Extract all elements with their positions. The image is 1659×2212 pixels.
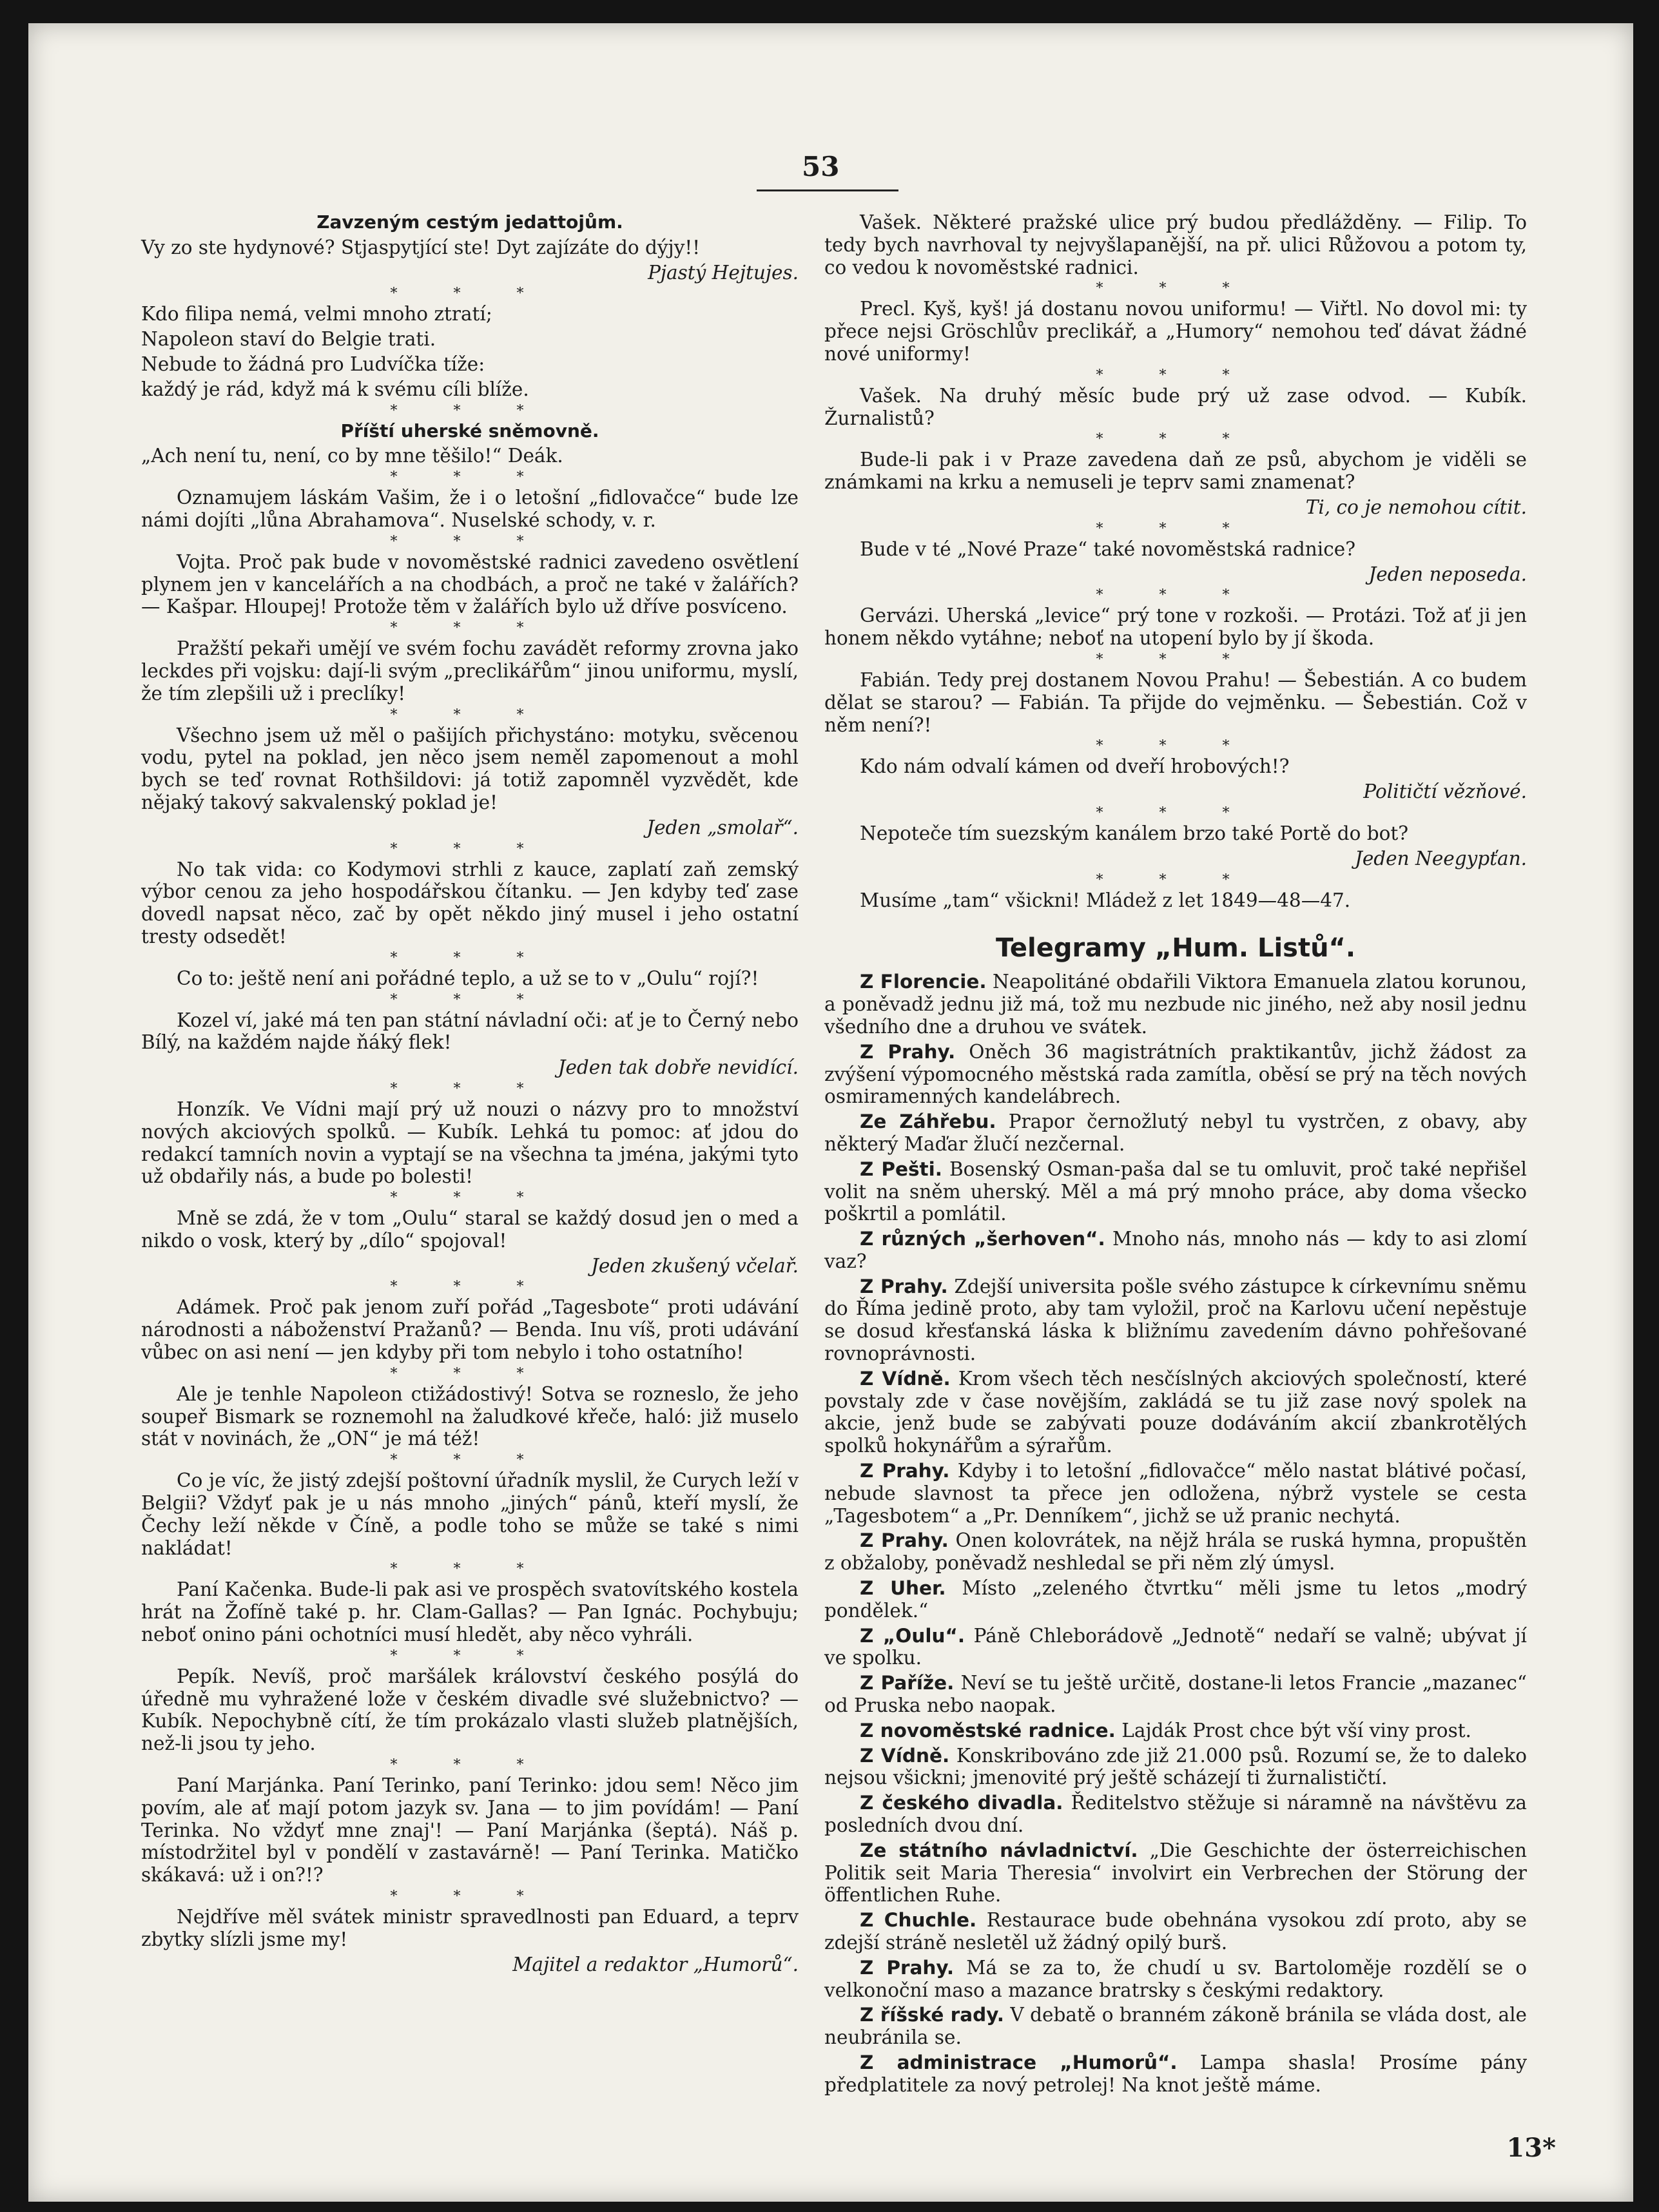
- asterism-divider: * * *: [390, 1757, 550, 1774]
- signature-mark: 13*: [1506, 2133, 1556, 2163]
- telegram-item: [824, 1672, 1527, 1717]
- text-paragraph: „Ach není tu, není, co by mne těšilo!“ Deák.: [141, 445, 563, 467]
- telegram-text: Zdejší universita pošle svého zástupce k církevnímu sněmu do Říma jedině proto, aby tam vyložil, proč na Karlovu učení nepěstuje se dosud křesťanská láska k bližnímu zavedením dávno pohřešované rovnoprávnosti.: [824, 1275, 1527, 1365]
- telegram-dateline: Z Uher.: [860, 1577, 946, 1600]
- text-paragraph: Všechno jsem už měl o pašijích přichystáno: motyku, svěcenou vodu, pytel na poklad, jen něco jsem neměl zapomenout a mohl bych se teď rovnat Rothšildovi: já totiž zapomněl vyzvědět, kde nějaký takový sakvalenský poklad je!: [141, 724, 799, 813]
- asterism-divider: * * *: [390, 1080, 550, 1097]
- telegram-text: V debatě o branném zákoně bránila se vláda dost, ale neubránila se.: [824, 2004, 1528, 2049]
- text-paragraph: Honzík. Ve Vídni mají prý už nouzi o názvy pro to množství nových akciových spolků. — Kubík. Lehká tu pomoc: ať jdou do redakcí tamních novin a vyptají se na všechna ta jména, jakými tyto už obdařily nás, a bude po bolesti!: [141, 1098, 799, 1188]
- telegram-item: [824, 1839, 1527, 1906]
- telegram-item: [824, 1111, 1527, 1156]
- asterism-divider: * * *: [390, 840, 550, 857]
- telegram-text: Místo „zeleného čtvrtku“ měli jsme tu letos „modrý pondělek.“: [824, 1577, 1527, 1622]
- telegram-dateline: Z Paříže.: [860, 1672, 955, 1694]
- text-paragraph: Oznamujem láskám Vašim, že i o letošní „fidlovačce“ bude lze námi dojíti „lůna Abrahamova“. Nuselské schody, v. r.: [141, 487, 799, 531]
- telegram-dateline: Z Prahy.: [860, 1956, 955, 1979]
- telegram-dateline: Z Florencie.: [860, 971, 987, 993]
- telegram-dateline: Ze státního návladnictví.: [860, 1839, 1138, 1861]
- telegram-text: Restaurace bude obehnána vysokou zdí proto, aby se zdejší stráně nesletěl už žádný opilý burš.: [824, 1909, 1527, 1954]
- text-paragraph: Co to: ještě není ani pořádné teplo, a už se to v „Oulu“ rojí?!: [177, 967, 759, 989]
- telegram-dateline: Z říšské rady.: [860, 2004, 1004, 2026]
- asterism-divider: * * *: [390, 1647, 550, 1664]
- section-heading: Zavzeným cestým jedattojům.: [316, 211, 623, 233]
- telegram-dateline: Z Vídně.: [860, 1367, 951, 1390]
- text-paragraph: Gervázi. Uherská „levice“ prý tone v rozkoši. — Protázi. Tož ať ji jen honem někdo vytáhne; neboť na utopení bylo by jí škoda.: [824, 605, 1527, 650]
- telegram-dateline: Ze Záhřebu.: [860, 1111, 996, 1133]
- telegram-item: [824, 1460, 1527, 1527]
- telegram-dateline: Z Pešti.: [860, 1158, 942, 1180]
- asterism-divider: * * *: [390, 402, 550, 419]
- asterism-divider: * * *: [390, 991, 550, 1008]
- text-paragraph: Mně se zdá, že v tom „Oulu“ staral se každý dosud jen o med a nikdo o vosk, který by „dílo“ spojoval!: [141, 1207, 799, 1252]
- text-paragraph: Musíme „tam“ všickni! Mládež z let 1849—48—47.: [860, 889, 1351, 911]
- text-paragraph: Bude-li pak i v Praze zavedena daň ze psů, abychom je viděli se známkami na krku a nemuseli je teprv sami znamenat?: [824, 449, 1527, 494]
- page-number-rule: [757, 189, 898, 191]
- telegram-text: Ředitelstvo stěžuje si náramně na návštěvu za posledních dvou dní.: [824, 1792, 1527, 1837]
- telegram-dateline: Z novoměstské radnice.: [860, 1719, 1116, 1741]
- telegram-item: [824, 1909, 1527, 1954]
- left-column: [141, 211, 799, 1978]
- asterism-divider: * * *: [1096, 804, 1256, 821]
- telegram-text: „Die Geschichte der österreichischen Politik seit Maria Theresia“ involvirt ein Verbrechen der Störung der öffentlichen Ruhe.: [824, 1839, 1527, 1906]
- text-paragraph: Kdo nám odvalí kámen od dveří hrobových!?: [860, 755, 1290, 778]
- telegram-text: Páně Chleborádově „Jednotě“ nedaří se valně; ubývat jí ve spolku.: [824, 1624, 1527, 1669]
- telegram-text: Konskribováno zde již 21.000 psů. Rozumí se, že to daleko nejsou všickni; jmenovité prý ještě scházejí ti žurnalističtí.: [824, 1744, 1527, 1789]
- asterism-divider: * * *: [390, 469, 550, 486]
- text-paragraph: každý je rád, když má k svému cíli blíže.: [141, 378, 529, 400]
- asterism-divider: * * *: [390, 1452, 550, 1469]
- text-paragraph: Nepoteče tím suezským kanálem brzo také Portě do bot?: [860, 822, 1409, 844]
- telegram-text: Neapolitáné obdařili Viktora Emanuela zlatou korunou, a poněvadž jednu již má, tož mu nezbude nic jiného, než aby nosil jednu všedního dne a druhou ve svátek.: [824, 971, 1528, 1038]
- telegram-dateline: Z různých „šerhoven“.: [860, 1228, 1105, 1250]
- signature-line: Pjastý Hejtujes.: [648, 261, 799, 284]
- telegram-item: [824, 1529, 1527, 1575]
- text-paragraph: Kdo filipa nemá, velmi mnoho ztratí;: [141, 303, 492, 325]
- signature-line: Ti, co je nemohou cítit.: [1305, 496, 1527, 518]
- telegram-dateline: Z českého divadla.: [860, 1792, 1063, 1814]
- text-paragraph: Bude v té „Nové Praze“ také novoměstská radnice?: [860, 538, 1356, 560]
- telegram-text: Lajdák Prost chce být vší viny prost.: [1115, 1719, 1471, 1741]
- asterism-divider: * * *: [390, 1279, 550, 1295]
- section-heading: Příští uherské sněmovně.: [340, 420, 599, 441]
- telegram-text: Má se za to, že chudí u sv. Bartoloměje rozdělí se o velkonoční maso a mazance bratrsky s českými redaktory.: [824, 1956, 1528, 2001]
- telegram-text: Onen kolovrátek, na nějž hrála se ruská hymna, propuštěn z obžaloby, poněvadž neshledal se při něm zlý úmysl.: [824, 1529, 1528, 1575]
- text-paragraph: Kozel ví, jaké má ten pan státní návladní oči: ať je to Černý nebo Bílý, na každém najde ňáký flek!: [141, 1009, 799, 1054]
- asterism-divider: * * *: [1096, 651, 1256, 668]
- text-paragraph: Pepík. Nevíš, proč maršálek království českého posýlá do úředně mu vyhražené lože v českém divadle své služebnictvo? — Kubík. Nepochybně cítí, že tím prokázalo vlasti služeb platnějších, než-li jsou ty jeho.: [141, 1665, 799, 1755]
- telegram-item: [824, 1368, 1527, 1457]
- text-paragraph: Adámek. Proč pak jenom zuří pořád „Tagesbote“ proti udávání národnosti a náboženství Pražanů? — Benda. Inu víš, proti udávání vůbec on asi není — jen kdyby při tom nebylo i toho ostatního!: [141, 1296, 799, 1364]
- telegram-dateline: Z administrace „Humorů“.: [860, 2051, 1178, 2073]
- telegram-item: [824, 971, 1527, 1038]
- telegram-text: Bosenský Osman-paša dal se tu omluvit, proč také nepřišel volit na sněm uherský. Měl a má prý mnoho práce, aby doma všecko poškrtil a pomlátil.: [824, 1158, 1527, 1225]
- signature-line: Jeden Neegypťan.: [1355, 847, 1527, 869]
- telegram-section-title: Telegramy „Hum. Listů“.: [995, 933, 1356, 964]
- telegram-item: [824, 1745, 1527, 1790]
- telegram-item: [824, 1228, 1527, 1273]
- text-paragraph: Vašek. Některé pražské ulice prý budou předlážděny. — Filip. To tedy bych navrhoval ty nejvyšlapanější, na př. ulici Růžovou a potom ty, co vedou k novoměstské radnici.: [824, 211, 1527, 278]
- telegram-item: [824, 1041, 1527, 1108]
- asterism-divider: * * *: [1096, 738, 1256, 755]
- asterism-divider: * * *: [1096, 871, 1256, 888]
- text-paragraph: Vojta. Proč pak bude v novoměstské radnici zavedeno osvětlení plynem jen v kancelářích a na chodbách, a proč ne také v žalářích? — Kašpar. Hloupej! Protože těm v žalářích bylo už dříve posvíceno.: [141, 550, 799, 618]
- telegram-dateline: Z Prahy.: [860, 1040, 956, 1063]
- telegram-dateline: Z Prahy.: [860, 1529, 949, 1552]
- text-paragraph: Paní Kačenka. Bude-li pak asi ve prospěch svatovítského kostela hrát na Žofíně také p. hr. Clam-Gallas? — Pan Ignác. Pochybuju; neboť onino páni ochotníci musí hledět, aby něco vyhráli.: [141, 1578, 799, 1646]
- asterism-divider: * * *: [1096, 587, 1256, 604]
- telegram-item: [824, 1625, 1527, 1670]
- asterism-divider: * * *: [390, 1365, 550, 1382]
- telegram-item: [824, 1720, 1527, 1742]
- text-paragraph: Precl. Kyš, kyš! já dostanu novou uniformu! — Viřtl. No dovol mi: ty přece nejsi Gröschlův preclikář, a „Humory“ nemohou teď dávat žádné nové uniformy!: [824, 298, 1527, 365]
- signature-line: Jeden „smolař“.: [646, 816, 799, 839]
- text-paragraph: Ale je tenhle Napoleon ctižádostivý! Sotva se rozneslo, že jeho soupeř Bismark se roznemohl na žaludkové křeče, haló: již muselo stát v novinách, že „ON“ je má též!: [141, 1382, 799, 1450]
- right-column: [824, 211, 1527, 2099]
- telegram-text: Neví se tu ještě určitě, dostane-li letos Francie „mazanec“ od Pruska nebo naopak.: [824, 1672, 1527, 1717]
- text-paragraph: Nejdříve měl svátek ministr spravedlnosti pan Eduard, a teprv zbytky slízli jsme my!: [141, 1906, 799, 1950]
- telegram-item: [824, 1158, 1527, 1225]
- telegram-dateline: Z Prahy.: [860, 1460, 950, 1482]
- telegram-text: Lampa shasla! Prosíme pány předplatitele za nový petrolej! Na knot ještě máme.: [824, 2051, 1527, 2096]
- text-paragraph: Fabián. Tedy prej dostanem Novou Prahu! — Šebestián. A co budem dělat se starou? — Fabián. Ta přijde do vejměnku. — Šebestián. Což v něm není?!: [824, 668, 1527, 736]
- asterism-divider: * * *: [390, 533, 550, 550]
- telegram-item: [824, 1276, 1527, 1365]
- asterism-divider: * * *: [390, 1561, 550, 1578]
- text-paragraph: Co je víc, že jistý zdejší poštovní úřadník myslil, že Curych leží v Belgii? Vždyť pak je u nás mnoho „jiných“ pánů, kteří myslí, že Čechy leží někde v Číně, a podle toho se může se také s nimi nakládat!: [141, 1470, 799, 1559]
- asterism-divider: * * *: [1096, 520, 1256, 537]
- asterism-divider: * * *: [390, 620, 550, 637]
- telegram-text: Krom všech těch nesčíslných akciových společností, které povstaly zde v čase novějším, zakládá se tu již zase nový spolek na akcie, jenž bude se zabývati pouze dodáváním akcií zbankrotělých spolků hokynářům a sýrařům.: [824, 1367, 1527, 1457]
- asterism-divider: * * *: [390, 949, 550, 966]
- text-paragraph: Nebude to žádná pro Ludvíčka tíže:: [141, 353, 485, 375]
- text-paragraph: Vy zo ste hydynové? Stjaspytjící ste! Dyt zajízáte do dýjy!!: [141, 236, 701, 258]
- asterism-divider: * * *: [1096, 280, 1256, 297]
- telegram-text: Kdyby i to letošní „fidlovačce“ mělo nastat blátivé počasí, nebude slavnost ta přece jen odložena, nýbrž vystele se cesta „Tagesbotem“ a „Pr. Denníkem“, jichž se už pranic nechytá.: [824, 1460, 1528, 1527]
- text-paragraph: Paní Marjánka. Paní Terinko, paní Terinko: jdou sem! Něco jim povím, ale ať mají potom jazyk sv. Jana — to jim povídám! — Paní Terinka. No vždyť mne znaj'! — Paní Marjánka (šeptá). Náš p. místodržitel byl v pondělí v zastavárně! — Paní Terinka. Matičko skákavá: už i on?!?: [141, 1774, 799, 1887]
- signature-line: Majitel a redaktor „Humorů“.: [512, 1953, 799, 1975]
- signature-line: Jeden tak dobře nevidící.: [558, 1056, 799, 1079]
- telegram-text: Oněch 36 magistrátních praktikantův, jichž žádost za zvýšení výpomocného městská rada zamítla, oběsí se prý na těch nových osmiramenných kandelábrech.: [824, 1040, 1528, 1108]
- signature-line: Jeden zkušený včelař.: [591, 1254, 799, 1277]
- asterism-divider: * * *: [1096, 367, 1256, 383]
- signature-line: Jeden neposeda.: [1368, 563, 1527, 585]
- text-paragraph: No tak vida: co Kodymovi strhli z kauce, zaplatí zaň zemský výbor cenou za jeho hospodářskou čítanku. — Jen kdyby teď zase dovedl napsat něco, zač by opět někdo jiný musel i jeho ostatní tresty odsedět!: [141, 858, 799, 947]
- telegram-item: [824, 1577, 1527, 1622]
- page-number: 53: [802, 151, 840, 182]
- telegram-item: [824, 2004, 1527, 2049]
- asterism-divider: * * *: [1096, 431, 1256, 448]
- telegram-item: [824, 1792, 1527, 1837]
- telegram-item: [824, 1957, 1527, 2002]
- text-paragraph: Pražští pekaři umějí ve svém fochu zavádět reformy zrovna jako leckdes při vojsku: dají-li svým „preclikářům“ jinou uniformu, myslí, že tím zlepšili už i preclíky!: [141, 637, 799, 704]
- telegram-dateline: Z „Oulu“.: [860, 1624, 965, 1647]
- text-paragraph: Vašek. Na druhý měsíc bude prý už zase odvod. — Kubík. Žurnalistů?: [824, 384, 1527, 429]
- telegram-dateline: Z Chuchle.: [860, 1909, 977, 1932]
- telegram-dateline: Z Prahy.: [860, 1275, 948, 1297]
- telegram-text: Mnoho nás, mnoho nás — kdy to asi zlomí vaz?: [824, 1228, 1527, 1272]
- asterism-divider: * * *: [390, 706, 550, 723]
- asterism-divider: * * *: [390, 1888, 550, 1905]
- newspaper-page: [28, 23, 1633, 2202]
- signature-line: Političtí vězňové.: [1363, 781, 1527, 803]
- telegram-dateline: Z Vídně.: [860, 1744, 950, 1767]
- telegram-item: [824, 2052, 1527, 2097]
- text-paragraph: Napoleon staví do Belgie trati.: [141, 328, 436, 351]
- asterism-divider: * * *: [390, 286, 550, 302]
- asterism-divider: * * *: [390, 1190, 550, 1207]
- telegram-text: Prapor černožlutý nebyl tu vystrčen, z obavy, aby některý Maďar žlučí nezčernal.: [824, 1111, 1527, 1155]
